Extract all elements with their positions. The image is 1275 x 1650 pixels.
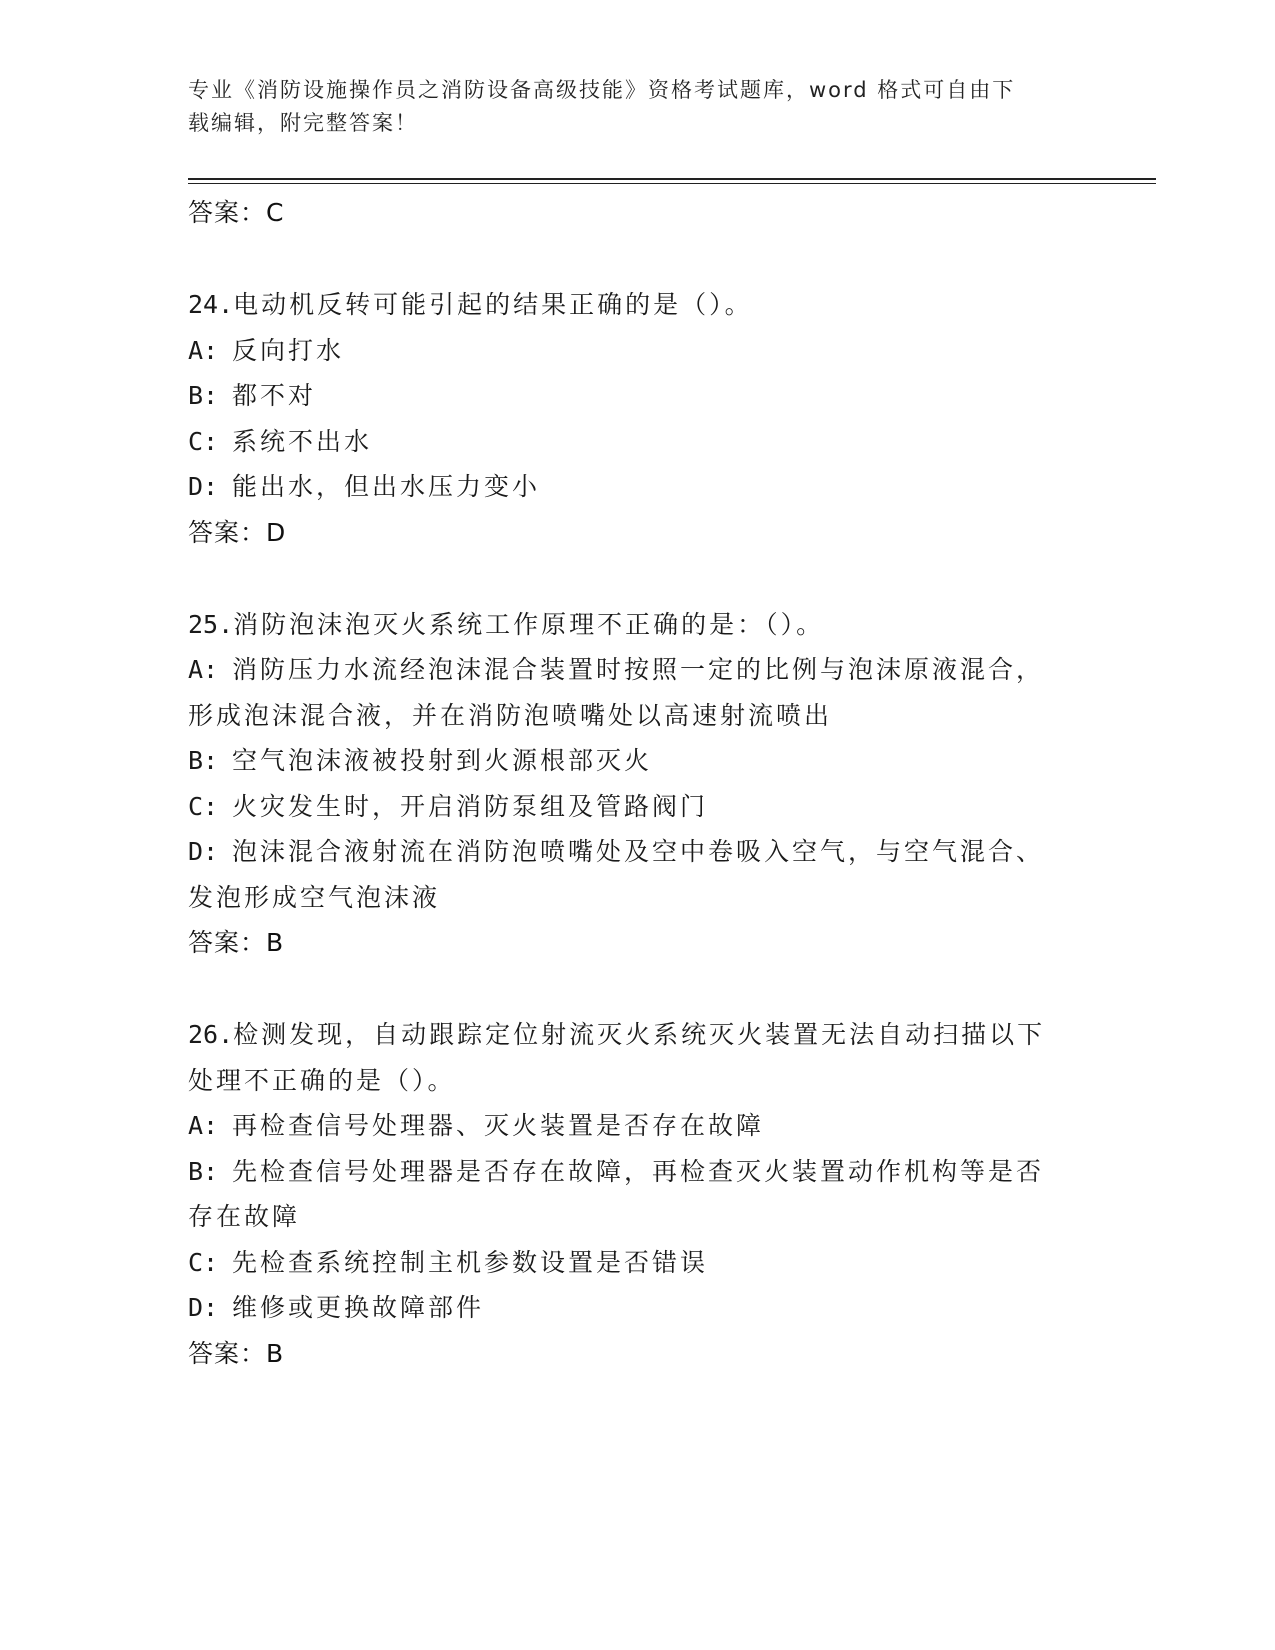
question-stem-text: 检测发现，自动跟踪定位射流灭火系统灭火装置无法自动扫描以下 (233, 1020, 1046, 1049)
question-list (188, 190, 1088, 1377)
question-stem (188, 602, 1088, 648)
option-text: 空气泡沫液被投射到火源根部灭火 (232, 746, 653, 775)
page-header (188, 74, 1068, 140)
option-a (188, 1103, 1088, 1149)
question-26 (188, 1012, 1088, 1377)
option-b (188, 373, 1088, 419)
option-letter: B: (188, 381, 219, 410)
previous-answer: 答案：C (188, 198, 285, 227)
header-line-1: 专业《消防设施操作员之消防设备高级技能》资格考试题库，word 格式可自由下 (188, 78, 1016, 102)
option-letter: C: (188, 426, 219, 456)
option-letter: D: (188, 472, 219, 501)
option-text: 消防压力水流经泡沫混合装置时按照一定的比例与泡沫原液混合， (232, 655, 1045, 684)
option-text: 系统不出水 (232, 426, 373, 456)
question-stem-continued: 处理不正确的是（）。 (188, 1065, 456, 1095)
header-rule-thick (188, 178, 1156, 180)
option-b-continued: 存在故障 (188, 1202, 301, 1231)
option-letter: A: (188, 335, 219, 365)
option-text: 先检查信号处理器是否存在故障，再检查灭火装置动作机构等是否 (232, 1156, 1045, 1186)
option-d (188, 464, 1088, 510)
option-d (188, 1285, 1088, 1331)
option-letter: D: (188, 837, 219, 866)
option-text: 能出水，但出水压力变小 (232, 472, 541, 501)
option-letter: B: (188, 1156, 219, 1186)
question-stem-text: 消防泡沫泡灭火系统工作原理不正确的是：（）。 (233, 609, 825, 639)
option-d (188, 829, 1088, 875)
question-24 (188, 282, 1088, 556)
option-letter: C: (188, 1247, 219, 1277)
option-c (188, 784, 1088, 830)
option-text: 火灾发生时，开启消防泵组及管路阀门 (232, 791, 709, 821)
question-number: 25. (188, 609, 234, 639)
option-b (188, 738, 1088, 784)
answer: 答案：B (188, 1338, 285, 1368)
option-a (188, 647, 1088, 693)
question-number: 24. (188, 290, 234, 319)
question-stem (188, 1012, 1088, 1058)
option-letter: A: (188, 655, 219, 684)
option-text: 先检查系统控制主机参数设置是否错误 (232, 1247, 709, 1277)
answer: 答案：D (188, 517, 287, 547)
question-25 (188, 602, 1088, 967)
option-c (188, 419, 1088, 465)
option-a-continued: 形成泡沫混合液，并在消防泡喷嘴处以高速射流喷出 (188, 700, 833, 730)
option-text: 维修或更换故障部件 (232, 1293, 485, 1322)
option-letter: C: (188, 791, 219, 821)
option-c (188, 1240, 1088, 1286)
option-d-continued: 发泡形成空气泡沫液 (188, 882, 441, 912)
question-stem (188, 282, 1088, 328)
option-letter: A: (188, 1111, 219, 1140)
option-letter: B: (188, 746, 219, 775)
answer: 答案：B (188, 928, 285, 957)
question-stem-text: 电动机反转可能引起的结果正确的是（）。 (233, 290, 753, 319)
option-text: 反向打水 (232, 335, 345, 365)
option-b (188, 1149, 1088, 1195)
option-text: 都不对 (232, 381, 317, 410)
question-number: 26. (188, 1020, 234, 1049)
option-text: 再检查信号处理器、灭火装置是否存在故障 (232, 1111, 765, 1140)
option-letter: D: (188, 1293, 219, 1322)
option-a (188, 328, 1088, 374)
header-rule-thin (188, 183, 1156, 184)
header-line-2: 载编辑，附完整答案！ (188, 111, 418, 135)
option-text: 泡沫混合液射流在消防泡喷嘴处及空中卷吸入空气，与空气混合、 (232, 837, 1045, 866)
